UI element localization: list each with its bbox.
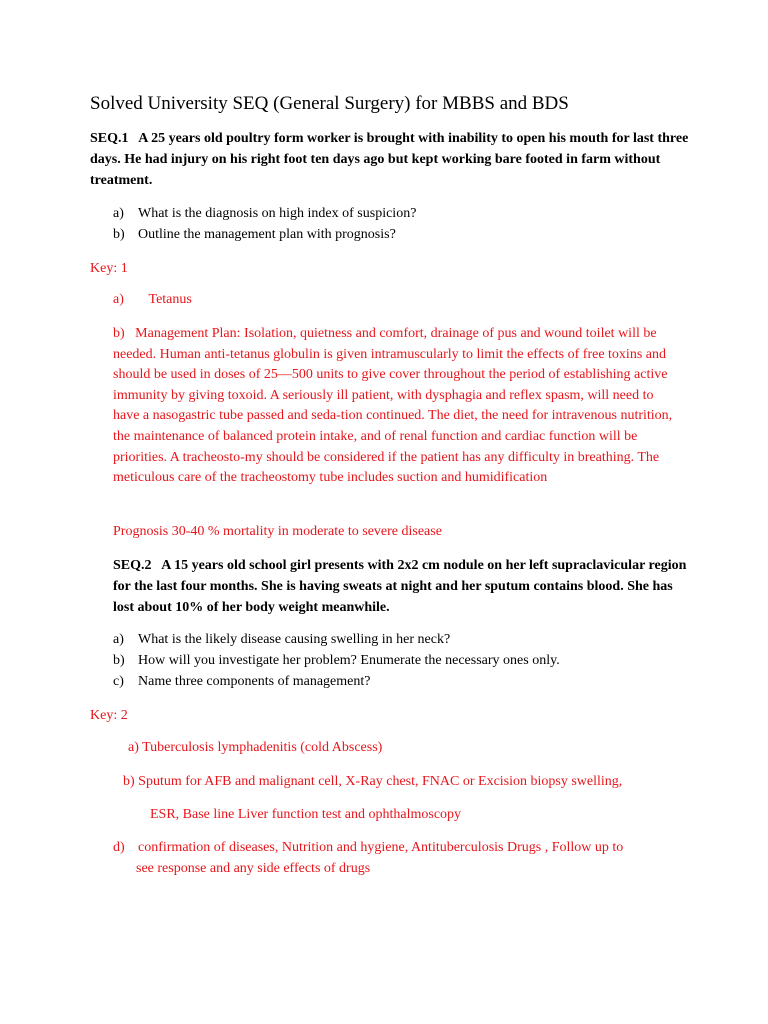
seq1-number: SEQ.1 bbox=[90, 131, 129, 146]
seq2-number: SEQ.2 bbox=[113, 558, 152, 573]
seq2-answer-d: d) confirmation of diseases, Nutrition and hygiene, Antituberculosis Drugs , Follow up to bbox=[113, 840, 624, 855]
seq2-answer-d-cont: see response and any side effects of drugs bbox=[136, 861, 371, 876]
seq1-prognosis: Prognosis 30-40 % mortality in moderate to severe disease bbox=[113, 524, 442, 539]
seq2-question-text: A 15 years old school girl presents with 2x2 cm nodule on her left supraclavicular region for the last four months. She is having sweats at night and her sputum contains blood. She has lost about 10% of her body weight meanwhile. bbox=[113, 558, 687, 615]
seq1-question bbox=[90, 128, 690, 191]
seq2-answer-a: a) Tuberculosis lymphadenitis (cold Abscess) bbox=[128, 740, 383, 755]
seq2-question bbox=[113, 555, 688, 618]
seq2-sub-c: c) Name three components of management? bbox=[113, 674, 371, 689]
seq1-sub-b: b) Outline the management plan with prognosis? bbox=[113, 227, 396, 242]
seq1-answer-a: a) Tetanus bbox=[113, 292, 192, 307]
seq1-answer-b: b) Management Plan: Isolation, quietness and comfort, drainage of pus and wound toilet will be needed. Human anti-tetanus globulin is given intramuscularly to limit the effects of free toxins and should be used in doses of 25—500 units to give cover throughout the period of establishing active immunity by giving toxoid. A seriously ill patient, with dysphagia and reflex spasm, will need to have a nasogastric tube passed and seda-tion continued. The diet, the need for intravenous nutrition, the maintenance of balanced protein intake, and of renal function and cardiac function will be priorities. A tracheosto-my should be considered if the patient has any difficulty in breathing. The meticulous care of the tracheostomy tube includes suction and humidification bbox=[113, 326, 673, 486]
seq2-key-title: Key: 2 bbox=[90, 708, 128, 723]
seq1-key-title: Key: 1 bbox=[90, 261, 128, 276]
seq2-answer-b: b) Sputum for AFB and malignant cell, X-Ray chest, FNAC or Excision biopsy swelling, bbox=[123, 774, 623, 789]
seq1-question-text: A 25 years old poultry form worker is brought with inability to open his mouth for last three days. He had injury on his right foot ten days ago but kept working bare footed in farm without treatment. bbox=[90, 131, 689, 188]
seq2-sub-b: b) How will you investigate her problem? Enumerate the necessary ones only. bbox=[113, 653, 560, 668]
seq2-answer-b-cont: ESR, Base line Liver function test and ophthalmoscopy bbox=[150, 807, 462, 822]
seq2-sub-a: a) What is the likely disease causing swelling in her neck? bbox=[113, 632, 451, 647]
document-title: Solved University SEQ (General Surgery) for MBBS and BDS bbox=[90, 93, 569, 114]
seq1-sub-a: a) What is the diagnosis on high index of suspicion? bbox=[113, 206, 417, 221]
